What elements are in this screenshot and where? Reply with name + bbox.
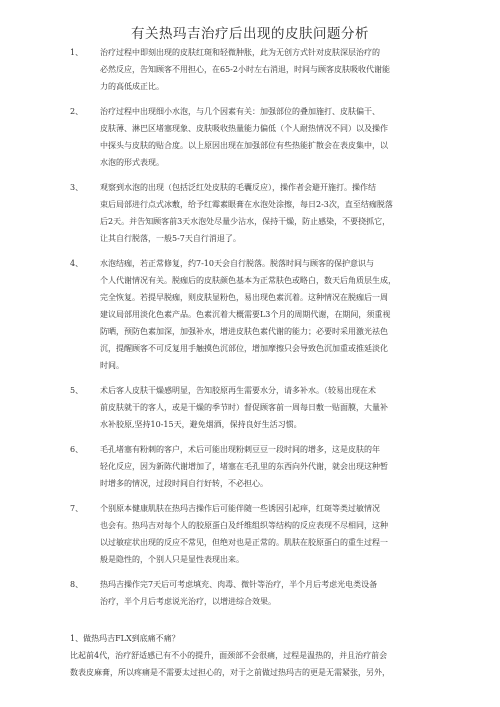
item-text-line: 水泡的形式表现。 — [100, 158, 164, 167]
item-text-line: 个人代谢情况有关。脱痂后的皮肤颜色基本为正常肤色或略白，数天后角质层生成， — [100, 276, 396, 285]
item-text-line: 水补胶原,坚持10-15天，避免烟酒，保持良好生活习惯。 — [100, 420, 302, 429]
item-text-line: 水泡结痂，若正常修复，约7-10天会自行脱落。脱落时间与顾客的保护意识与 — [100, 259, 374, 268]
item-text-line: 以过敏症状出现的反应不常见，但绝对也是正常的。肌肤在胶原蛋白的重生过程一 — [100, 538, 388, 547]
item-text-line: 防晒，预防色素加深，加强补水，增进皮肤色素代谢的能力；必要时采用激光祛色 — [100, 327, 388, 336]
item-text-line: 前皮肤就干的客人，或是干燥的季节时）督促顾客前一周每日敷一贴面膜，大量补 — [100, 403, 388, 412]
item-text-line: 力的高低成正比。 — [100, 82, 164, 91]
item-number: 6、 — [70, 445, 84, 454]
item-text-line: 中探头与皮肤的贴合度。以上原因出现在加强部位有些热能扩散会在表皮集中，以 — [100, 141, 388, 150]
item-text-line: 必然反应，告知顾客不用担心，在65-2小时左右消退，时间与顾客皮肤吸收代谢能 — [100, 65, 390, 74]
item-text-line: 治疗过程中即刻出现的皮肤红斑和轻微肿胀，此为无创方式针对皮肤深层治疗的 — [100, 48, 380, 57]
item-text-line: 个别原本健康肌肤在热玛吉操作后可能伴随一些诱因引起痒，红斑等类过敏情况 — [100, 504, 380, 513]
item-text-line: 也会有。热玛吉对每个人的胶原蛋白及纤维组织等结构的反应表现不尽相同，这种 — [100, 521, 388, 530]
item-text-line: 时增多的情况，过段时间自行好转，不必担心。 — [100, 479, 268, 488]
item-text-line: 热玛吉操作完7天后可考虑填充、肉毒、微针等治疗，半个月后考虑光电类设备 — [100, 580, 378, 589]
item-number: 3、 — [70, 183, 84, 192]
item-text-line: 般是隐性的，个别人只是显性表现出来。 — [100, 555, 244, 564]
faq-section — [70, 630, 460, 681]
list-item — [0, 441, 500, 492]
item-number: 4、 — [70, 259, 84, 268]
faq-heading: 1、做热玛吉FLX到底痛不痛？ — [70, 634, 180, 643]
item-number: 8、 — [70, 580, 84, 589]
faq-text-line: 比起前4代，治疗舒适感已有不小的提升，面颈部不会很痛，过程是温热的，并且治疗前会 — [70, 651, 388, 660]
list-item — [0, 103, 500, 171]
list-item — [0, 44, 500, 95]
item-text-line: 让其自行脱落，一般5-7天自行消退了。 — [100, 234, 241, 243]
item-number: 1、 — [70, 48, 84, 57]
item-text-line: 观察到水泡的出现（包括泛红处皮肤的毛囊反应），操作者会避开施打。操作结 — [100, 183, 376, 192]
item-text-line: 治疗过程中出现细小水泡，与几个因素有关：加强部位的叠加施打、皮肤偏干、 — [100, 107, 380, 116]
item-text-line: 毛孔堵塞有粉刺的客户，术后可能出现粉刺豆豆一段时间的增多，这是皮肤的年 — [100, 445, 380, 454]
list-item — [0, 382, 500, 433]
item-number: 5、 — [70, 386, 84, 395]
item-text-line: 轻化反应，因为新陈代谢增加了，堵塞在毛孔里的东西向外代谢，就会出现这种暂 — [100, 462, 388, 471]
faq-text-line: 数表皮麻膏，所以疼痛是不需要太过担心的，对于之前做过热玛吉的更是无需紧张，另外， — [70, 668, 390, 677]
item-number: 2、 — [70, 107, 84, 116]
item-text-line: 时间。 — [100, 361, 124, 370]
item-text-line: 沉，提醒顾客不可反复用手触摸色沉部位，增加摩擦只会导致色沉加重或推延淡化 — [100, 344, 388, 353]
list-item — [0, 576, 500, 610]
item-text-line: 治疗，半个月后考虑说光治疗，以增进综合效果。 — [100, 597, 276, 606]
item-text-line: 建议局部用淡化色素产品。色素沉着大概需要L3个月的周期代谢，在期间，须重视 — [100, 310, 391, 319]
list-item — [0, 179, 500, 247]
item-number: 7、 — [70, 504, 84, 513]
numbered-list — [0, 44, 500, 618]
item-text-line: 皮肤薄、淋巴区堵塞现象、皮肤吸收热量能力偏低（个人耐热情况不同）以及操作 — [100, 124, 388, 133]
document-title: 有关热玛吉治疗后出现的皮肤问题分析 — [131, 26, 369, 42]
list-item — [0, 500, 500, 568]
item-text-line: 后2天。并告知顾客前3天水泡处尽量少沾水，保持干燥，防止感染，不要挠抓它， — [100, 217, 391, 226]
item-text-line: 术后客人皮肤干燥感明显，告知胶原再生需要水分，请多补水。（较易出现在术 — [100, 386, 376, 395]
item-text-line: 完全恢复。若提早脱痂，则皮肤显粉色，易出现色素沉着。这种情况在脱痂后一周 — [100, 293, 388, 302]
list-item — [0, 255, 500, 374]
item-text-line: 束后局部进行点式冰敷，给予红霉素眼膏在水泡处涂擦，每日2-3次，直至结痂脱落 — [100, 200, 393, 209]
